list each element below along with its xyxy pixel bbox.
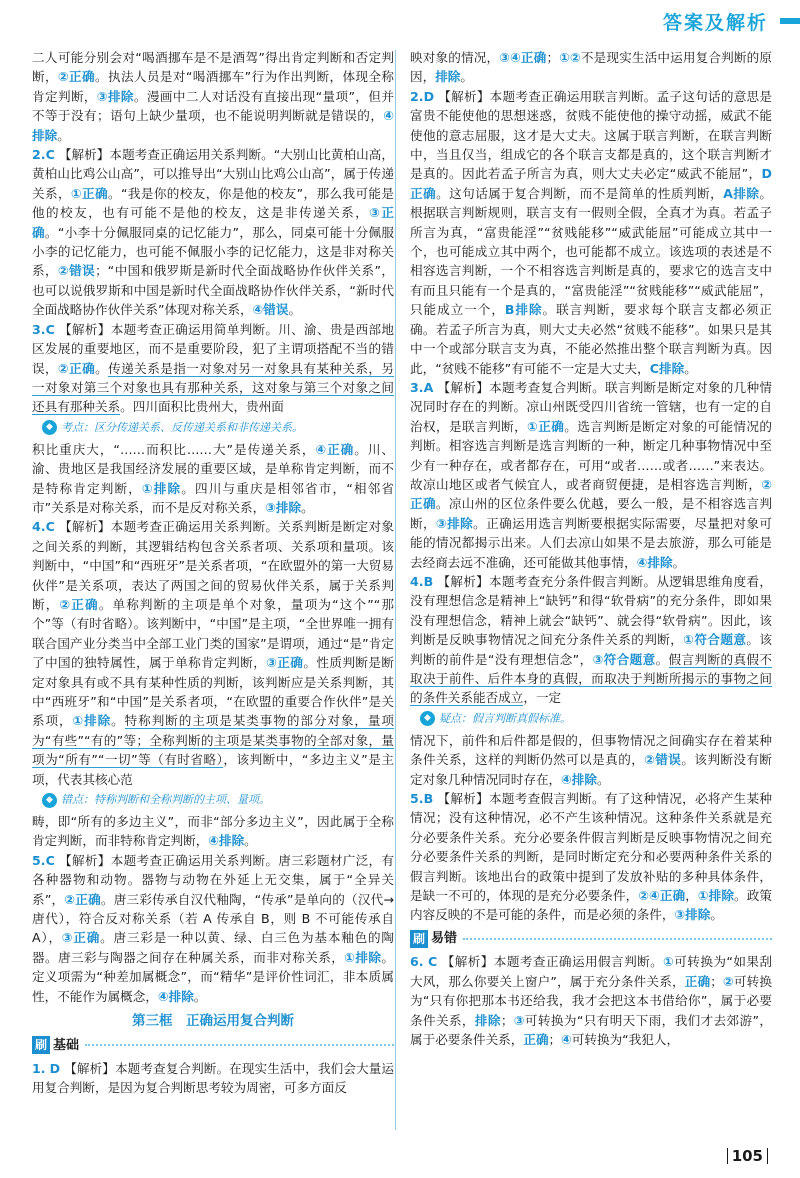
text-run: ，一定 xyxy=(523,690,562,706)
text-run: 。性质判断是断定对象具有或不具有某种性质的判断，该判断应是关系判断，其中“西班牙”和“中国”是关系者项，“在欧盟的重要合作伙伴”是关系项， xyxy=(32,655,394,729)
answer-mark: ①符合题意 xyxy=(683,632,747,648)
text-run: ； xyxy=(548,1031,562,1047)
answer-mark: ① xyxy=(663,954,675,970)
page-header xyxy=(663,8,768,38)
answer-mark: ②错误 xyxy=(644,752,682,768)
text-run: 【解析】本题考查充分条件假言判断。从逻辑思维角度看，没有理想信念是精神上“缺钙”和得“软骨病”的充分条件，即如果没有理想信念，精神上就会“缺钙”、就会得“软骨病”。因此，该判断是反映事物情况之间充分条件关系的判断， xyxy=(410,573,772,648)
tag-box: 刷 xyxy=(32,1036,50,1054)
text-run: 【解析】本题考查复合判断。联言判断是断定对象的几种情况同时存在的判断。凉山州既受四川省统一管辖，也有一定的自治权，是联言判断， xyxy=(410,379,773,434)
text-run: 。单称判断的主项是单个对象，量项为“这个”“那个”等（有时省略）。该判断中，“中国”是主项，“全世界唯一拥有联合国产业分类当中全部工业门类的国家”是谓项，通过“是”肯定了中国的独特属性，属于单称肯定判断， xyxy=(32,596,395,671)
tag-error-prone xyxy=(410,929,772,948)
answer-item xyxy=(32,1059,394,1098)
text-run: 【解析】本题考查正确运用假言判断。 xyxy=(441,954,664,970)
header-title: 答案及解析 xyxy=(662,12,768,34)
margin-note xyxy=(42,419,394,437)
text-run: 。四川面积比贵州大，贵州面 xyxy=(120,399,284,415)
answer-mark: ④排除 xyxy=(636,554,673,570)
note-text: 错点：特称判断和全称判断的主项、量项。 xyxy=(61,793,270,807)
underlined-text: 假言判断的真假不取决于前件、后件本身的真假，而取决于判断所揭示的事物之间的条件关系能否成立 xyxy=(410,651,773,706)
note-text: 疑点：假言判断真假标准。 xyxy=(439,711,571,725)
answer-item xyxy=(32,145,394,320)
text-run: 。该判断没有断定对象几种情况同时存在， xyxy=(410,752,772,787)
item-number: 4. xyxy=(32,519,46,535)
text-run: 可转换为“我犯人， xyxy=(571,1031,680,1047)
text-run: 。选言判断是断定对象的可能情况的判断。相容选言判断是选言判断的一种，断定几种事物情况中至少有一种存在，或者都存在，可用“或者……或者……”来表达。故凉山地区或者气候宜人，或者商贸便捷，是相容选言判断， xyxy=(410,418,772,492)
answer-mark: ③符合题意 xyxy=(592,651,656,667)
item-answer: A xyxy=(423,379,434,395)
tag-dotted-line xyxy=(85,1044,394,1046)
header-accent-bar xyxy=(780,18,800,24)
text-run: 【解析】本题考查正确运用联言判断。孟子这句话的意思是富贵不能使他的思想迷惑，贫贱不能使他的操守动摇，威武不能使他的意志屈服，这才是大丈夫。这属于联言判断，在联言判断中，当且仅当，组成它的各个联言支都是真的，这个联言判断才是真的。因此若孟子所言为真，则大丈夫必定“威武不能屈”， xyxy=(410,88,772,182)
item-answer: D xyxy=(423,88,435,104)
answer-mark: 排除 xyxy=(435,69,461,85)
answer-mark: ④错误 xyxy=(252,302,289,318)
text-run: 不是现实生活中运用复合判断的原因， xyxy=(410,50,773,85)
answer-mark: ④排除 xyxy=(561,771,597,787)
text-run: 。 xyxy=(111,713,125,729)
answer-mark: ④正确 xyxy=(315,441,355,457)
item-number: 6. xyxy=(410,954,424,970)
answer-mark: ③排除 xyxy=(674,907,711,923)
answer-mark: B排除 xyxy=(504,302,543,318)
text-run: 。四川与重庆是相邻省市，“相邻省市”关系是对称关系，而不是反对称关系， xyxy=(32,480,394,515)
item-text xyxy=(32,1061,394,1095)
text-run: ； xyxy=(500,1012,514,1028)
answer-mark: ②正确 xyxy=(58,360,96,376)
text-run: 。 xyxy=(655,651,669,667)
text-run: 映对象的情况， xyxy=(410,50,500,65)
answer-mark: D正确 xyxy=(410,166,772,201)
answer-mark: C排除 xyxy=(649,360,685,376)
answer-mark: ①排除 xyxy=(72,713,112,729)
tag-label: 基础 xyxy=(53,1037,80,1053)
answer-mark: ②正确 xyxy=(410,476,772,512)
item-number: 5. xyxy=(32,852,46,868)
answer-item xyxy=(410,572,772,708)
answer-mark: ③排除 xyxy=(265,499,302,515)
item-number: 3. xyxy=(32,321,46,337)
text-run: 。这句话属于复合判断，而不是简单的性质判断， xyxy=(436,185,724,201)
answer-mark: ④排除 xyxy=(32,108,394,143)
answer-item xyxy=(32,851,394,1006)
note-icon: ◆ xyxy=(42,420,57,435)
text-run: 【解析】本题考查正确运用关系判断。“大别山比黄柏山高，黄柏山比鸡公山高”，可以推导出“大别山比鸡公山高”，属于传递关系， xyxy=(32,147,394,201)
answer-mark: ③正确 xyxy=(32,205,394,240)
item-continued xyxy=(32,440,394,518)
tag-label: 易错 xyxy=(431,930,458,946)
tag-box: 刷 xyxy=(410,930,428,948)
text-run: 。川、渝、贵地区是我国经济发展的重要区域，是单称肯定判断，而不是特称肯定判断， xyxy=(32,441,394,496)
margin-note xyxy=(42,791,394,809)
item-number: 2. xyxy=(32,147,46,163)
answer-item xyxy=(410,87,772,378)
text-run: 。 xyxy=(596,771,610,787)
item-answer: C xyxy=(45,852,55,868)
right-intro xyxy=(410,48,772,87)
item-answer: B xyxy=(423,573,434,589)
text-run: 【解析】本题考查正确运用简单判断。川、渝、贵是西部地区发展的重要地区，而不是重要阶段，犯了主谓项搭配不当的错误， xyxy=(32,321,394,376)
text-run: 。 xyxy=(193,988,207,1004)
answer-mark: ①排除 xyxy=(697,888,735,904)
answer-mark: ②正确 xyxy=(57,69,95,85)
text-run: 可转换为“只有你把那本书还给我，我才会把这本书借给你”，属于必要条件关系， xyxy=(410,973,773,1028)
item-answer: C xyxy=(45,147,55,163)
answer-mark: ①排除 xyxy=(141,480,182,496)
answer-item xyxy=(32,320,394,417)
tag-basic xyxy=(32,1036,394,1055)
left-column xyxy=(32,48,394,1098)
text-run: 。“我是你的校友，你是他的校友”，那么我可能是他的校友，也有可能不是他的校友，这是非传递关系， xyxy=(32,185,394,221)
text-run: ，该判断中，“多边主义”是主项，代表其核心范 xyxy=(32,752,394,787)
column-divider xyxy=(395,50,396,1130)
text-run: 。 xyxy=(57,127,70,143)
answer-mark: ④排除 xyxy=(157,988,194,1004)
answer-item xyxy=(410,789,772,925)
text-run: 。该判断的前件是“没有理想信念”， xyxy=(410,632,773,667)
left-intro xyxy=(32,48,394,145)
item-answer: C xyxy=(45,321,55,337)
item-number: 4. xyxy=(410,573,424,589)
text-run: ；“中国和俄罗斯是新时代全面战略协作伙伴关系”，也可以说俄罗斯和中国是新时代全面战略协作伙伴关系，“新时代全面战略协作伙伴关系”体现对称关系， xyxy=(32,263,394,318)
text-run: 。 xyxy=(95,360,109,376)
text-run: 。唐三彩是一种以黄、绿、白三色为基本釉色的陶器。唐三彩与陶器之间存在种属关系，而非对称关系， xyxy=(32,930,394,965)
answer-mark: 排除 xyxy=(474,1012,501,1028)
text-run: 。 xyxy=(672,554,686,570)
item-number: 1. xyxy=(32,1060,46,1076)
answer-mark: A排除 xyxy=(723,185,760,201)
answer-mark: 正确 xyxy=(523,1031,549,1047)
text-run: 二人可能分别会对“喝酒挪车是不是酒驾”得出肯定判断和否定判断， xyxy=(32,50,394,85)
item-number: 5. xyxy=(410,791,424,807)
answer-item xyxy=(410,952,772,1049)
section-title: 第三框 正确运用复合判断 xyxy=(132,1013,294,1030)
text-run: 。凉山州的区位条件要么优越，要么一般，是不相容选言判断， xyxy=(410,496,773,531)
text-run: ； xyxy=(546,50,560,65)
answer-mark: ②正确 xyxy=(59,596,99,612)
item-answer: C xyxy=(45,519,55,535)
left-items xyxy=(32,145,394,1006)
text-run: 。 xyxy=(460,69,473,85)
note-icon: ◆ xyxy=(42,793,57,808)
text-run: 。定义项需为“种差加属概念”，而“精华”是评价性词汇，非本质属性，不能作为属概念， xyxy=(32,949,394,1004)
answer-mark: ② xyxy=(722,973,734,989)
tag-dotted-line xyxy=(463,938,772,940)
answer-mark: ①正确 xyxy=(70,185,108,201)
answer-mark: ④ xyxy=(561,1031,572,1047)
answer-item xyxy=(32,517,394,789)
text-run: ； xyxy=(710,973,723,989)
text-run: 。联言判断，要求每个联言支都必须正确。若孟子所言为真，则大丈夫必然“贫贱不能移”。如果只是其中一个或部分联言支为真，不能必然推出整个联言判断为真。因此，“贫贱不能移”有可能不一定是大丈夫， xyxy=(410,302,772,376)
item-number: 2. xyxy=(410,88,424,104)
text-run: 。正确运用选言判断要根据实际需要，尽量把对象可能的情况都揭示出来。人们去凉山如果不是去旅游，那么可能是去经商去远不准确，还可能做其他事情， xyxy=(410,515,773,570)
answer-mark: ③排除 xyxy=(96,88,134,104)
right-items xyxy=(410,87,772,925)
text-run: 。唐三彩传承自汉代釉陶，“传承”是单向的（汉代→唐代），符合反对称关系（若 A 传承自 B，则 B 不可能传承自 A）， xyxy=(32,891,394,946)
text-run: 。根据联言判断规则，联言支有一假则全假，全真才为真。若孟子所言为真，“富贵能淫”“贫贱能移”“威武能屈”可能成立其中一个，也可能成立其中两个，也可能都不成立。该选项的表述是不相容选言判断，一个不相容选言判断是真的，要求它的选言支中有而且只能有一个是真的，“富贵能淫”“贫贱能移”“威武能屈”，只能成立一个， xyxy=(410,185,773,318)
text-run: 可转换为“如果刮大风，那么你要关上窗户”，属于充分条件关系， xyxy=(410,954,772,989)
note-icon: ◆ xyxy=(420,711,435,726)
text-run: 畴，即“所有的多边主义”，而非“部分多边主义”，因此属于全称肯定判断，而非特称肯定判断， xyxy=(32,814,394,849)
underlined-text: 传递关系是指一对象对另一对象具有某种关系，另一对象对第三个对象也具有那种关系，这对象与第三个对象之间还具有那种关系 xyxy=(32,360,395,415)
text-run: 。政策内容反映的不是可能的条件，而是必须的条件， xyxy=(410,888,773,923)
text-run: 。 xyxy=(288,302,302,318)
text-run: 。“小李十分佩服同桌的记忆能力”，那么，同桌可能十分佩服小李的记忆能力，也可能不佩服小李的记忆能力，这是非对称关系， xyxy=(32,224,394,279)
text-run: 【解析】本题考查复合判断。在现实生活中，我们会大量运用复合判断，是因为复合判断思考较为周密，可多方面反 xyxy=(32,1060,395,1096)
text-run: 。执法人员是对“喝酒挪车”行为作出判断，体现全称肯定判断， xyxy=(32,69,394,104)
answer-mark: ①排除 xyxy=(344,949,382,965)
text-run: 。 xyxy=(710,907,723,923)
answer-mark: ③正确 xyxy=(266,655,304,671)
text-run: 【解析】本题考查假言判断。有了这种情况，必将产生某种情况；没有这种情况，必不产生该种情况。这种条件关系就是充分必要条件关系。充分必要条件假言判断是反映事物情况之间充分必要条件关系的判断，是同时断定充分和必要两种条件关系的假言判断。该地出台的政策中提到了发放补贴的多种具体条件，是缺一不可的，体现的是充分必要条件， xyxy=(410,791,772,904)
text-run: ， xyxy=(685,888,698,904)
text-run: 可转换为“只有明天下雨，我们才去郊游”，属于必要条件关系， xyxy=(410,1012,772,1047)
note-text: 考点：区分传递关系、反传递关系和非传递关系。 xyxy=(61,420,303,434)
underlined-text: 特称判断的主项是某类事物的部分对象，量项为“有些”“有的”等；全称判断的主项是某类事物的全部对象，量项为“所有”“一切”等（有时省略） xyxy=(32,713,395,768)
item-text xyxy=(410,954,772,1047)
text-run: 。 xyxy=(244,833,257,849)
answer-mark: ②④正确 xyxy=(638,888,686,904)
answer-mark: ③排除 xyxy=(436,515,474,531)
item-continued xyxy=(32,812,394,851)
text-run: 积比重庆大，“……而积比……大”是传递关系， xyxy=(32,441,316,457)
answer-mark: 正确 xyxy=(684,973,711,989)
margin-note xyxy=(420,710,772,728)
text-run: 【解析】本题考查正确运用关系判断。唐三彩题材广泛，有各种器物和动物。器物与动物在外延上无交集，属于“全异关系”， xyxy=(32,852,394,907)
answer-mark: ②错误 xyxy=(58,263,96,279)
answer-mark: ③ xyxy=(513,1012,525,1028)
item-answer: D xyxy=(49,1060,61,1076)
item-continued xyxy=(410,731,772,789)
answer-mark: ①正确 xyxy=(527,418,565,434)
answer-mark: ④排除 xyxy=(208,833,245,849)
answer-item xyxy=(410,378,772,572)
page-number: 105 xyxy=(727,1148,768,1164)
answer-mark: ②正确 xyxy=(64,891,101,907)
answer-mark: ①② xyxy=(559,50,581,65)
text-run: 。 xyxy=(301,499,314,515)
answer-mark: ③正确 xyxy=(61,930,101,946)
text-run: 。 xyxy=(684,360,697,376)
right-column xyxy=(410,48,772,1049)
text-run: 情况下，前件和后件都是假的，但事物情况之间确实存在着某种条件关系，这样的判断仍然可以是真的， xyxy=(410,732,772,768)
answer-mark: ③④正确 xyxy=(499,50,547,65)
text-run: 【解析】本题考查正确运用关系判断。关系判断是断定对象之间关系的判断，其逻辑结构包含关系者项、关系项和量项。该判断中，“中国”和“西班牙”是关系者项，“在欧盟外的第一大贸易伙伴”是关系项，表达了两国之间的贸易伙伴关系，属于关系判断， xyxy=(32,519,394,612)
item-number: 3. xyxy=(410,379,424,395)
item-answer: B xyxy=(423,791,434,807)
item-answer: C xyxy=(428,954,438,970)
text-run: 。漫画中二人对话没有直接出现“量项”，但并不等于没有；语句上缺少量项，也不能说明判断就是错误的， xyxy=(32,88,394,124)
